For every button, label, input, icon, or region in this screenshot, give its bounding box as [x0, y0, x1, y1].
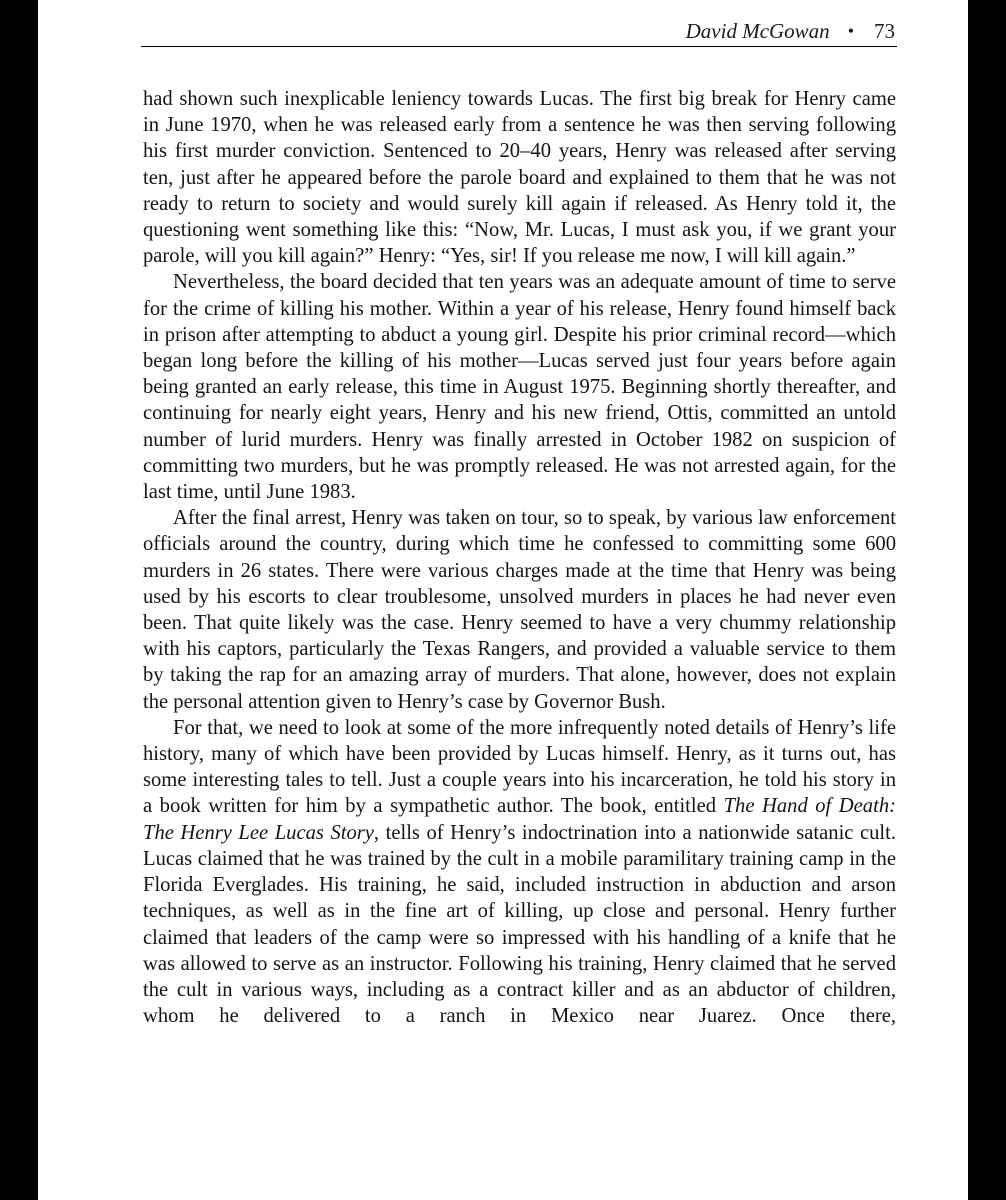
header-author: David McGowan [685, 19, 830, 43]
running-header [141, 16, 897, 47]
paragraph-1: had shown such inexplicable leniency towards Lucas. The first big break for Henry came in June 1970, when he was released early from a sentence he was then serving following his first murder conviction. Sentenced to 20–40 years, Henry was released after serving ten, just after he appeared before the parole board and explained to them that he was not ready to return to society and would surely kill again if released. As Henry told it, the questioning went something like this: “Now, Mr. Lucas, I must ask you, if we grant your parole, will you kill again?” Henry: “Yes, sir! If you release me now, I will kill again.” [143, 88, 896, 268]
paragraph-4-after: , tells of Henry’s indoctrination into a nationwide satanic cult. Lucas claimed that he was trained by the cult in a mobile paramilitary training camp in the Florida Everglades. His training, he said, included instruction in abduction and arson techniques, as well as in the fine art of killing, up close and personal. Henry further claimed that leaders of the camp were so impressed with his handling of a knife that he was allowed to serve as an instructor. Following his training, Henry claimed that he served the cult in various ways, including as a contract killer and as an abductor of children, whom he delivered to a ranch in Mexico near Juarez. Once there, [143, 821, 897, 1028]
header-separator: • [847, 21, 854, 41]
body-text [143, 86, 896, 1029]
paragraph-2: Nevertheless, the board decided that ten years was an adequate amount of time to serve for the crime of killing his mother. Within a year of his release, Henry found himself back in prison after attempting to abduct a young girl. Despite his prior criminal record—which began long before the killing of his mother—Lucas served just four years before again being granted an early release, this time in August 1975. Beginning shortly thereafter, and continuing for nearly eight years, Henry and his new friend, Ottis, committed an untold number of lurid murders. Henry was finally arrested in October 1982 on suspicion of committing two murders, but he was promptly released. He was not arrested again, for the last time, until June 1983. [143, 271, 896, 504]
page-number: 73 [874, 19, 895, 43]
book-title: The Hand of Death: The Henry Lee Lucas Story [143, 795, 896, 844]
paragraph-4-before: For that, we need to look at some of the more infrequently noted details of Henry’s life history, many of which have been provided by Lucas himself. Henry, as it turns out, has some interesting tales to tell. Just a couple years into his incarceration, he told his story in a book written for him by a sympathetic author. The book, entitled [143, 716, 896, 818]
paragraph-4 [143, 715, 896, 1029]
paragraph-3: After the final arrest, Henry was taken on tour, so to speak, by various law enforcement officials around the country, during which time he confessed to committing some 600 murders in 26 states. There were various charges made at the time that Henry was being used by his escorts to clear troublesome, unsolved murders in places he had never even been. That quite likely was the case. Henry seemed to have a very chummy relationship with his captors, particularly the Texas Rangers, and provided a valuable service to them by taking the rap for an amazing array of murders. That alone, however, does not explain the personal attention given to Henry’s case by Governor Bush. [143, 507, 896, 713]
book-page [38, 0, 968, 1200]
